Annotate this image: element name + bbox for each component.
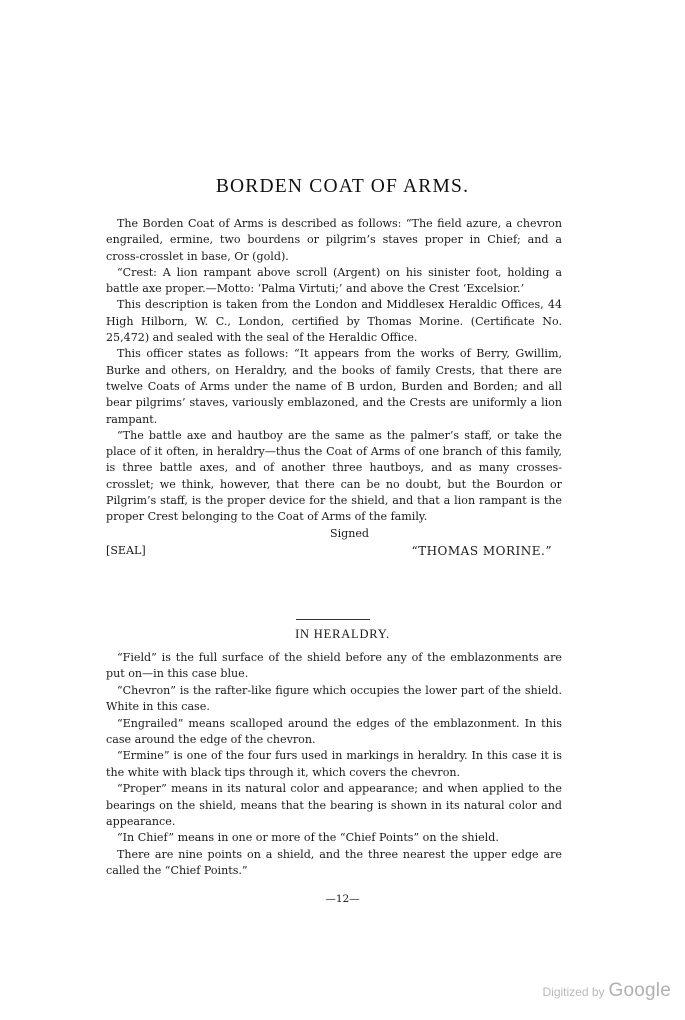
google-logo: Google — [608, 980, 671, 1001]
glossary-entry: “Ermine” is one of the four furs used in markings in heraldry. In this case it is the white with black tips through it, which covers the chevron. — [106, 749, 562, 779]
glossary-entry: There are nine points on a shield, and the three nearest the upper edge are called the “Chief Points.” — [106, 847, 562, 878]
signature-name: “THOMAS MORINE.” — [411, 543, 552, 558]
coat-of-arms-description — [106, 216, 562, 559]
glossary-entry: “Engrailed” means scalloped around the edges of the emblazonment. In this case around the edge of the chevron. — [106, 716, 562, 747]
paragraph: This officer states as follows: “It appears from the works of Berry, Gwillim, Burke and others, on Heraldry, and the books of family Crests, that there are twelve Coats of Arms under the name of B urdon, Burden and Borden; and all bear pilgrims’ staves, variously emblazoned, and the Crests are uniformly a lion rampant. — [106, 347, 562, 426]
signature-line — [106, 543, 552, 559]
glossary-entry: “Field” is the full surface of the shield before any of the emblazonments are put on—in this case blue. — [106, 651, 562, 681]
watermark-prefix: Digitized by — [542, 985, 605, 999]
glossary-entry: “In Chief” means in one or more of the “Chief Points” on the shield. — [117, 831, 499, 845]
glossary-entry: “Chevron” is the rafter-like figure which occupies the lower part of the shield. White in this case. — [106, 683, 562, 714]
signed-label: Signed — [329, 526, 370, 540]
page-title: BORDEN COAT OF ARMS. — [215, 176, 470, 197]
section-title: IN HERALDRY. — [295, 627, 390, 641]
seal-label: [SEAL] — [106, 543, 146, 557]
glossary-entry: “Proper” means in its natural color and appearance; and when applied to the bearings on the shield, means that the bearing is shown in its natural color and appearance. — [106, 782, 562, 829]
paragraph: This description is taken from the London and Middlesex Heraldic Offices, 44 High Hilborn, W. C., London, certified by Thomas Morine. (Certificate No. 25,472) and sealed with the seal of the Heraldic Office. — [106, 298, 562, 345]
page-number: —12— — [325, 893, 360, 905]
section-divider — [296, 619, 370, 620]
heraldry-glossary — [106, 650, 562, 880]
google-digitized-watermark — [543, 980, 672, 1002]
paragraph: “The battle axe and hautboy are the same as the palmer’s staff, or take the place of it often, in heraldry—thus the Coat of Arms of one branch of this family, is three battle axes, and of another three hautboys, and as many crosses-crosslet; we think, however, that there can be no doubt, but the Bourdon or Pilgrim’s staff, is the proper device for the shield, and that a lion rampant is the proper Crest belonging to the Coat of Arms of the family. — [106, 428, 562, 524]
paragraph: The Borden Coat of Arms is described as follows: “The field azure, a chevron engrailed, ermine, two bourdens or pilgrim’s staves proper in Chief; and a cross-crosslet in base, Or (gold). — [106, 217, 562, 263]
paragraph: “Crest: A lion rampant above scroll (Argent) on his sinister foot, holding a battle axe proper.—Motto: ‘Palma Virtuti;’ and above the Crest ‘Excelsior.’ — [106, 265, 562, 296]
